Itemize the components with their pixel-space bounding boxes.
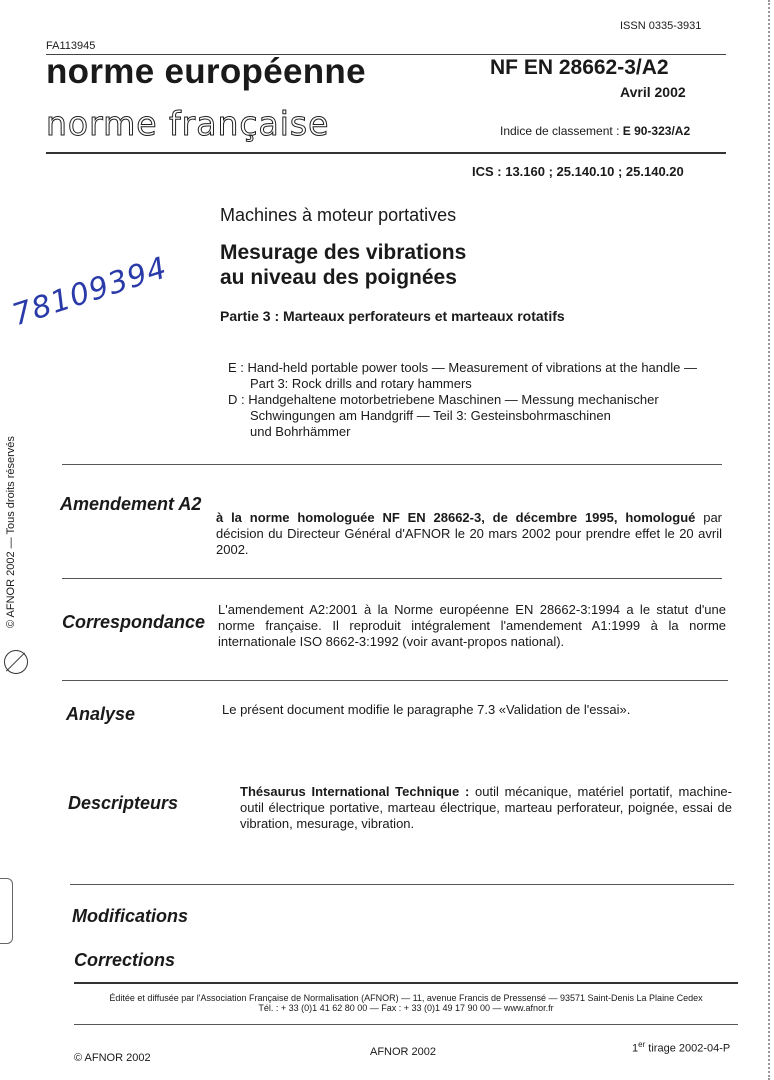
section-body-amendement: [216, 510, 722, 558]
issn: ISSN 0335-3931: [620, 20, 702, 32]
footer-rule-bottom: [74, 1024, 738, 1025]
footer-editor: [74, 993, 738, 1013]
section-body-analyse: Le présent document modifie le paragraphe 7.3 «Validation de l'essai».: [222, 702, 631, 717]
no-copy-icon: [4, 650, 28, 674]
footer-center: AFNOR 2002: [370, 1046, 437, 1058]
amendement-bold: à la norme homologuée NF EN 28662-3, de décembre 1995, homologué: [216, 510, 696, 525]
translations: [228, 360, 728, 440]
indice-value: E 90-323/A2: [622, 124, 691, 138]
document-title: [220, 240, 466, 290]
document-subject: Machines à moteur portatives: [220, 205, 457, 225]
document-part: Partie 3 : Marteaux perforateurs et marteaux rotatifs: [220, 308, 565, 324]
section-body-correspondance: L'amendement A2:2001 à la Norme européenne EN 28662-3:1994 a le statut d'une norme française. Il reproduit intégralement l'amendement A1:1999 à la norme internationale ISO 8662-3:1992 (voir avant-propos national).: [218, 602, 726, 649]
tirage-sup: er: [638, 1040, 646, 1049]
section-head-corrections: Corrections: [74, 950, 176, 970]
section-head-amendement: Amendement A2: [60, 494, 202, 514]
ics-codes: ICS : 13.160 ; 25.140.10 ; 25.140.20: [472, 164, 684, 179]
standard-number: NF EN 28662-3/A2: [490, 56, 669, 79]
rule-1: [62, 464, 722, 465]
rule-4: [70, 884, 734, 885]
print-run: [632, 1040, 730, 1055]
section-head-correspondance: Correspondance: [62, 612, 206, 632]
translation-de-2: Schwingungen am Handgriff — Teil 3: Gesteinsbohrmaschinen: [250, 408, 611, 423]
indice-classement: [500, 124, 690, 138]
descripteurs-text: outil mécanique, matériel portatif, machine-outil électrique portative, marteau électrique, marteau perforateur, poignée, essai de vibration, mesurage, vibration.: [240, 784, 732, 831]
editor-line-1: Éditée et diffusée par l'Association Française de Normalisation (AFNOR) — 11, avenue Francis de Pressensé — 93571 Saint-Denis La Plaine Cedex: [109, 993, 703, 1003]
descripteurs-bold: Thésaurus International Technique :: [240, 784, 470, 799]
footer-rule-top: [74, 982, 738, 984]
translation-de-1: D : Handgehaltene motorbetriebene Maschinen — Messung mechanischer: [228, 392, 659, 407]
translation-en-1: E : Hand-held portable power tools — Measurement of vibrations at the handle —: [228, 360, 697, 375]
rule-2: [62, 578, 722, 579]
handwritten-number: 78109394: [8, 250, 172, 334]
translation-de-3: und Bohrhämmer: [250, 424, 351, 439]
copyright-footer: © AFNOR 2002: [74, 1052, 151, 1064]
tirage-prefix: 1: [632, 1042, 639, 1055]
publication-date: Avril 2002: [620, 84, 686, 100]
editor-line-2: Tél. : + 33 (0)1 41 62 80 00 — Fax : + 33 (0)1 49 17 90 00 — www.afnor.fr: [258, 1003, 554, 1013]
title-line-1: Mesurage des vibrations: [220, 241, 467, 264]
translation-en-2: Part 3: Rock drills and rotary hammers: [250, 376, 472, 391]
side-copyright: © AFNOR 2002 — Tous droits réservés: [5, 436, 17, 628]
tirage-suffix: tirage 2002-04-P: [645, 1042, 731, 1055]
section-head-analyse: Analyse: [66, 704, 136, 724]
section-head-modifications: Modifications: [72, 906, 188, 926]
title-line-2: au niveau des poignées: [220, 266, 457, 289]
amendement-text: par décision du Directeur Général d'AFNOR le 20 mars 2002 pour prendre effet le 20 avril 2002.: [216, 510, 723, 557]
indice-label: Indice de classement :: [500, 124, 623, 138]
header-rule-bottom: [46, 152, 726, 154]
title-norme-europeenne: norme européenne: [46, 52, 366, 91]
document-reference: FA113945: [46, 40, 96, 52]
section-body-descripteurs: [240, 784, 732, 832]
title-norme-francaise: norme française: [46, 104, 330, 143]
rule-3: [62, 680, 728, 681]
binding-mark: [0, 878, 13, 944]
section-head-descripteurs: Descripteurs: [68, 793, 179, 813]
page-edge-dots: [767, 0, 770, 1080]
